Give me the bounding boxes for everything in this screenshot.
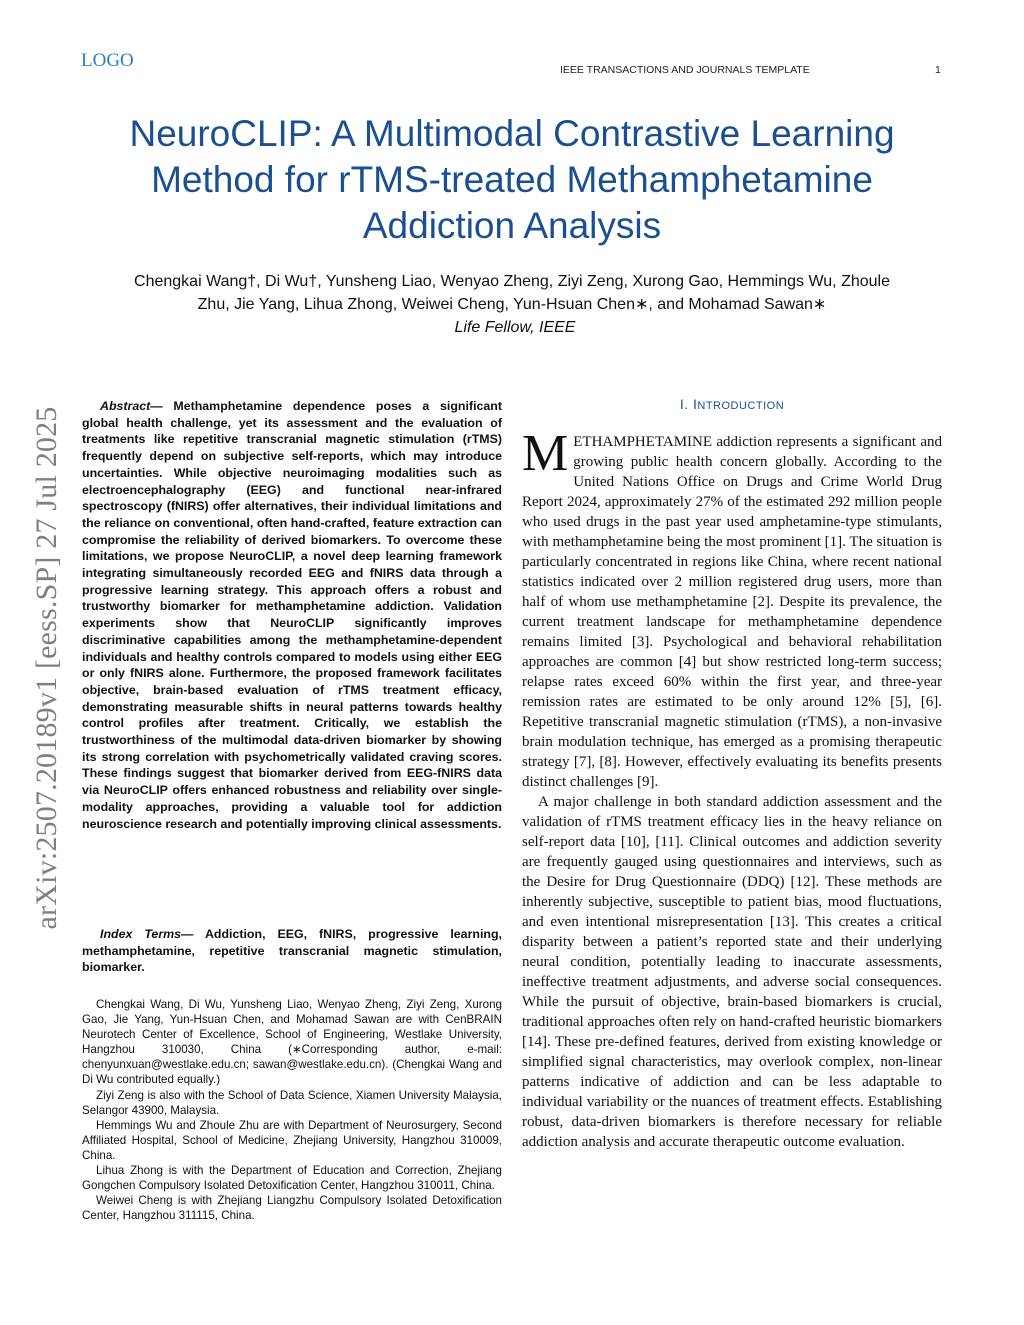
section-numeral: I. (679, 396, 689, 412)
section-title-rest: NTRODUCTION (697, 400, 785, 412)
affiliation-note: Lihua Zhong is with the Department of Education and Correction, Zhejiang Gongchen Compulsory Isolated Detoxification Center, Hangzhou 310011, China. (82, 1164, 502, 1193)
arxiv-side-stamp: arXiv:2507.20189v1 [eess.SP] 27 Jul 2025 (30, 406, 63, 930)
fellow-title: Life Fellow, IEEE (454, 319, 576, 336)
index-terms-label: Index Terms— (100, 927, 194, 941)
title-line: Method for rTMS-treated Methamphetamine (151, 159, 873, 200)
affiliation-note: Weiwei Cheng is with Zhejiang Liangzhu Compulsory Isolated Detoxification Center, Hangzhou 311115, China. (82, 1194, 502, 1223)
abstract-text: Methamphetamine dependence poses a significant global health challenge, yet its assessment and the evaluation of treatments like repetitive transcranial magnetic stimulation (rTMS) frequently depend on subjective self-reports, which may introduce uncertainties. While objective neuroimaging modalities such as electroencephalography (EEG) and functional near-infrared spectroscopy (fNIRS) offer alternatives, their individual limitations and the reliance on conventional, often hand-crafted, feature extraction can compromise the reliability of derived biomarkers. To overcome these limitations, we propose NeuroCLIP, a novel deep learning framework integrating simultaneously recorded EEG and fNIRS data through a progressive learning strategy. This approach offers a robust and trustworthy biomarker for methamphetamine addiction. Validation experiments show that NeuroCLIP significantly improves discriminative capabilities among the methamphetamine-dependent individuals and healthy controls compared to models using either EEG or only fNIRS alone. Furthermore, the proposed framework facilitates objective, brain-based evaluation of rTMS treatment efficacy, demonstrating measurable shifts in neural patterns towards healthy control profiles after treatment. Critically, we establish the trustworthiness of the multimodal data-driven biomarker by showing its strong correlation with psychometrically validated craving scores. These findings suggest that biomarker derived from EEG-fNIRS data via NeuroCLIP offers enhanced robustness and reliability over single-modality approaches, providing a valuable tool for addiction neuroscience research and potentially improving clinical assessments. (82, 399, 502, 831)
paragraph-text: addiction represents a significant and growing public health concern globally. According to the United Nations Office on Drugs and Crime World Drug Report 2024, approximately 27% of the estimated 292 million people who used drugs in the past year used amphetamine-type stimulants, with methamphetamine being the most prominent [1]. The situation is particularly concentrated in regions like China, where recent national statistics indicated over 2 million registered drug users, more than half of whom use methamphetamine [2]. Despite its prevalence, the current treatment landscape for methamphetamine dependence remains limited [3]. Psychological and behavioral rehabilitation approaches are common [4] but show restricted long-term success; relapse rates exceed 60% within the first year, and three-year remission rates are estimated to be only around 12% [5], [6]. Repetitive transcranial magnetic stimulation (rTMS), a non-invasive brain modulation technique, has emerged as a promising therapeutic strategy [7], [8]. However, effectively evaluating its benefits presents distinct challenges [9]. (522, 434, 942, 790)
paper-title (60, 111, 964, 249)
abstract (82, 398, 502, 832)
page-number: 1 (935, 64, 941, 76)
author-list (70, 270, 954, 339)
index-terms (82, 926, 502, 976)
index-terms-text: Addiction, EEG, fNIRS, progressive learning, methamphetamine, repetitive transcranial magnetic stimulation, biomarker. (82, 927, 502, 975)
lead-caps: ETHAMPHETAMINE (573, 434, 713, 450)
affiliation-footnotes (82, 997, 502, 1223)
intro-paragraph-1 (522, 425, 942, 792)
intro-paragraph-2: A major challenge in both standard addiction assessment and the validation of rTMS treatment efficacy lies in the heavy reliance on self-report data [10], [11]. Clinical outcomes and addiction severity are frequently gauged using questionnaires and interviews, such as the Desire for Drug Questionnaire (DDQ) [12]. These methods are inherently subjective, susceptible to patient bias, mood fluctuations, and even intentional misrepresentation [13]. This creates a critical disparity between a patient’s reported state and their underlying neural condition, potentially leading to inaccurate assessments, ineffective treatment adjustments, and adverse social consequences. While the pursuit of objective, brain-based biomarkers is crucial, traditional approaches often rely on hand-crafted heuristic biomarkers [14]. These pre-defined features, derived from existing knowledge or simplified signal characteristics, may overlook complex, non-linear patterns indicative of addiction and can be less adaptable to individual variability or the nuances of treatment effects. Establishing robust, data-driven biomarkers is therefore necessary for reliable addiction analysis and accurate therapeutic outcome evaluation. (522, 794, 942, 1150)
abstract-label: Abstract— (100, 399, 163, 413)
title-line: NeuroCLIP: A Multimodal Contrastive Learning (129, 113, 895, 154)
section-title-initial: I (693, 396, 698, 412)
author-names: Zhu, Jie Yang, Lihua Zhong, Weiwei Cheng, Yun-Hsuan Chen∗, and Mohamad Sawan∗ (197, 296, 827, 313)
affiliation-note: Hemmings Wu and Zhoule Zhu are with Department of Neurosurgery, Second Affiliated Hospital, School of Medicine, Zhejiang University, Hangzhou 310009, China. (82, 1118, 502, 1162)
running-head: IEEE TRANSACTIONS AND JOURNALS TEMPLATE (560, 64, 810, 76)
author-line-2 (70, 293, 954, 339)
affiliation-note: Chengkai Wang, Di Wu, Yunsheng Liao, Wenyao Zheng, Ziyi Zeng, Xurong Gao, Jie Yang, Yun-Hsuan Chen, and Mohamad Sawan are with CenBRAIN Neurotech Center of Excellence, School of Engineering, Westlake University, Hangzhou 310030, China (∗Corresponding author, e-mail: chenyunxuan@westlake.edu.cn; sawan@westlake.edu.cn). (Chengkai Wang and Di Wu contributed equally.) (82, 998, 502, 1087)
introduction-body (522, 425, 942, 1152)
section-heading-introduction (522, 396, 942, 412)
title-line: Addiction Analysis (362, 205, 662, 246)
drop-cap: M (522, 425, 569, 482)
journal-logo: LOGO (81, 50, 134, 71)
author-line-1: Chengkai Wang†, Di Wu†, Yunsheng Liao, Wenyao Zheng, Ziyi Zeng, Xurong Gao, Hemmings Wu, Zhoule (134, 273, 890, 290)
affiliation-note: Ziyi Zeng is also with the School of Data Science, Xiamen University Malaysia, Selangor 43900, Malaysia. (82, 1088, 502, 1117)
